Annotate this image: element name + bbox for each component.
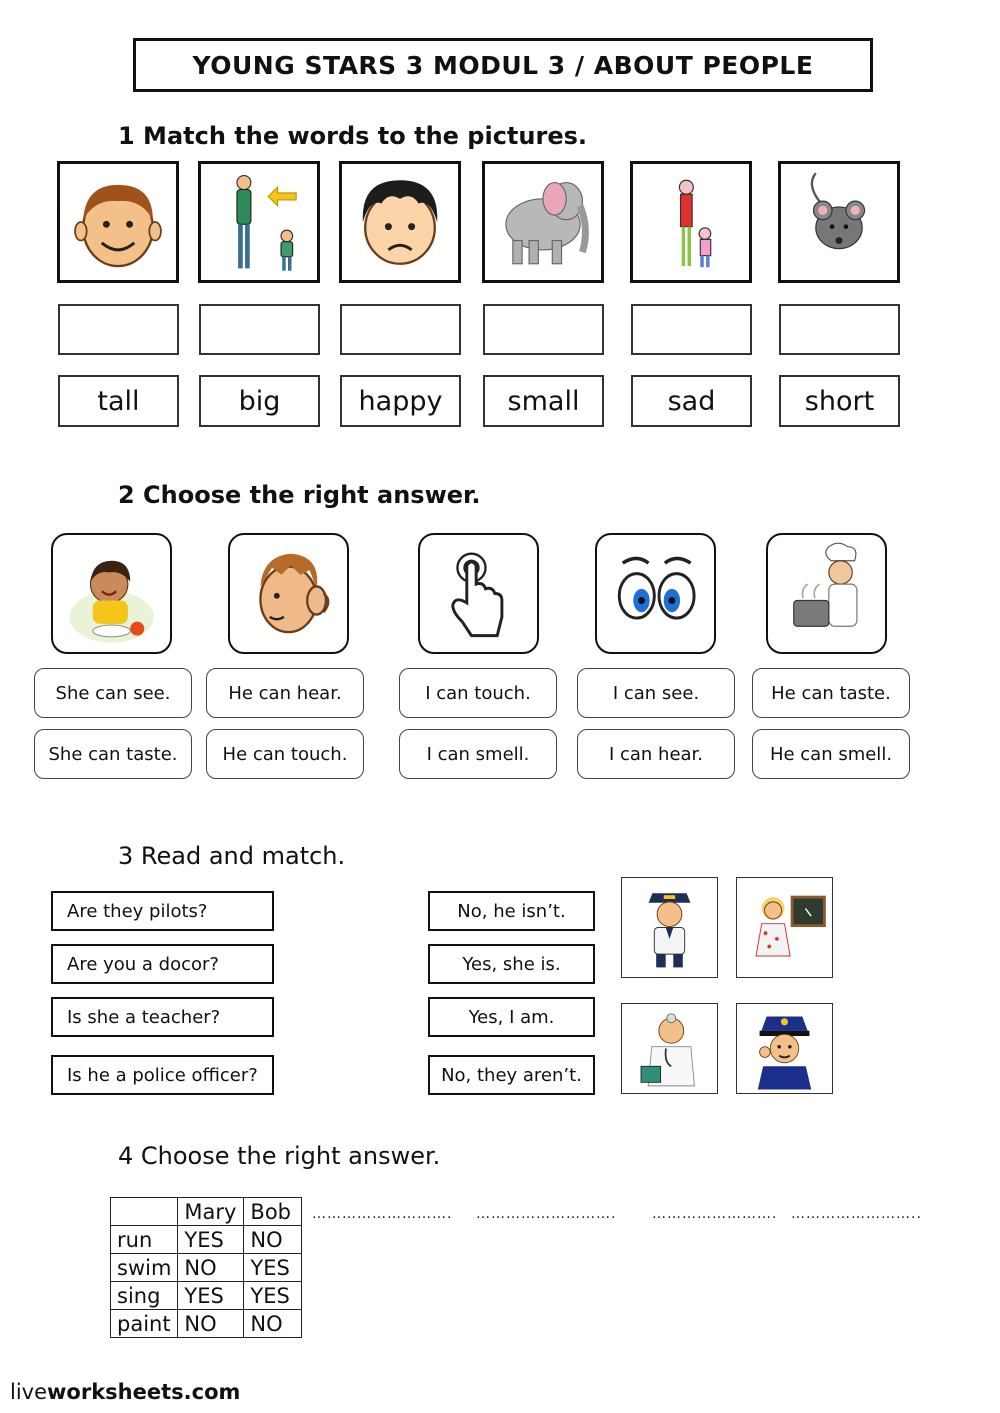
answer-dotted-line[interactable]: ………………………. bbox=[312, 1206, 453, 1222]
word-tile[interactable]: sad bbox=[631, 375, 752, 427]
word-tile[interactable]: big bbox=[199, 375, 320, 427]
police-officer-picture bbox=[736, 1003, 833, 1094]
answer-option[interactable]: I can smell. bbox=[399, 729, 557, 779]
happy-face-picture bbox=[57, 161, 179, 283]
question-box[interactable]: Are they pilots? bbox=[51, 891, 274, 931]
section1-heading: 1 Match the words to the pictures. bbox=[118, 122, 587, 150]
table-header-row bbox=[111, 1198, 302, 1226]
answer-blank[interactable] bbox=[631, 304, 752, 355]
table-cell: NO bbox=[244, 1226, 302, 1254]
question-box[interactable]: Is he a police officer? bbox=[51, 1055, 274, 1095]
table-cell: YES bbox=[244, 1282, 302, 1310]
section3-heading: 3 Read and match. bbox=[118, 842, 346, 870]
answer-option[interactable]: He can touch. bbox=[206, 729, 364, 779]
answer-box[interactable]: No, they aren’t. bbox=[428, 1055, 595, 1095]
answer-option[interactable]: She can see. bbox=[34, 668, 192, 718]
answer-dotted-line[interactable]: ………………………. bbox=[476, 1206, 617, 1222]
section4-heading: 4 Choose the right answer. bbox=[118, 1142, 441, 1170]
answer-option[interactable]: He can taste. bbox=[752, 668, 910, 718]
table-cell: NO bbox=[244, 1310, 302, 1338]
answer-box[interactable]: Yes, I am. bbox=[428, 997, 595, 1037]
chef-smelling-picture bbox=[766, 533, 887, 654]
brand-name: worksheets.com bbox=[47, 1380, 241, 1404]
answer-box[interactable]: No, he isn’t. bbox=[428, 891, 595, 931]
elephant-picture bbox=[482, 161, 604, 283]
table-row bbox=[111, 1282, 302, 1310]
brand-prefix: live bbox=[10, 1380, 48, 1404]
table-cell: NO bbox=[178, 1310, 244, 1338]
answer-blank[interactable] bbox=[58, 304, 179, 355]
answer-dotted-line[interactable]: …………………….. bbox=[791, 1206, 922, 1222]
table-row bbox=[111, 1226, 302, 1254]
girl-eating-picture bbox=[51, 533, 172, 654]
word-tile[interactable]: short bbox=[779, 375, 900, 427]
section2-heading: 2 Choose the right answer. bbox=[118, 481, 481, 509]
doctor-picture bbox=[621, 1003, 718, 1094]
boy-listening-picture bbox=[228, 533, 349, 654]
question-box[interactable]: Are you a docor? bbox=[51, 944, 274, 984]
table-row bbox=[111, 1310, 302, 1338]
site-brand bbox=[10, 1380, 240, 1404]
finger-touch-picture bbox=[418, 533, 539, 654]
answer-option[interactable]: I can see. bbox=[577, 668, 735, 718]
table-cell: YES bbox=[178, 1282, 244, 1310]
word-tile[interactable]: small bbox=[483, 375, 604, 427]
mouse-picture bbox=[778, 161, 900, 283]
table-cell: Bob bbox=[244, 1198, 302, 1226]
table-cell: YES bbox=[244, 1254, 302, 1282]
table-cell: run bbox=[111, 1226, 178, 1254]
table-cell bbox=[111, 1198, 178, 1226]
answer-blank[interactable] bbox=[483, 304, 604, 355]
table-cell: paint bbox=[111, 1310, 178, 1338]
teacher-picture bbox=[736, 877, 833, 978]
table-cell: swim bbox=[111, 1254, 178, 1282]
word-tile[interactable]: happy bbox=[340, 375, 461, 427]
table-cell: sing bbox=[111, 1282, 178, 1310]
tall-short-figures-picture bbox=[630, 161, 752, 283]
answer-option[interactable]: He can smell. bbox=[752, 729, 910, 779]
worksheet-title: YOUNG STARS 3 MODUL 3 / ABOUT PEOPLE bbox=[133, 38, 873, 92]
answer-option[interactable]: He can hear. bbox=[206, 668, 364, 718]
tall-man-child-picture bbox=[198, 161, 320, 283]
table-cell: Mary bbox=[178, 1198, 244, 1226]
answer-dotted-line[interactable]: ……………………. bbox=[652, 1206, 778, 1222]
question-box[interactable]: Is she a teacher? bbox=[51, 997, 274, 1037]
eyes-picture bbox=[595, 533, 716, 654]
table-cell: YES bbox=[178, 1226, 244, 1254]
answer-blank[interactable] bbox=[199, 304, 320, 355]
ability-table bbox=[110, 1197, 302, 1338]
pilot-picture bbox=[621, 877, 718, 978]
answer-option[interactable]: I can hear. bbox=[577, 729, 735, 779]
word-tile[interactable]: tall bbox=[58, 375, 179, 427]
answer-box[interactable]: Yes, she is. bbox=[428, 944, 595, 984]
answer-blank[interactable] bbox=[779, 304, 900, 355]
answer-option[interactable]: I can touch. bbox=[399, 668, 557, 718]
answer-option[interactable]: She can taste. bbox=[34, 729, 192, 779]
sad-face-picture bbox=[339, 161, 461, 283]
answer-blank[interactable] bbox=[340, 304, 461, 355]
table-cell: NO bbox=[178, 1254, 244, 1282]
table-row bbox=[111, 1254, 302, 1282]
